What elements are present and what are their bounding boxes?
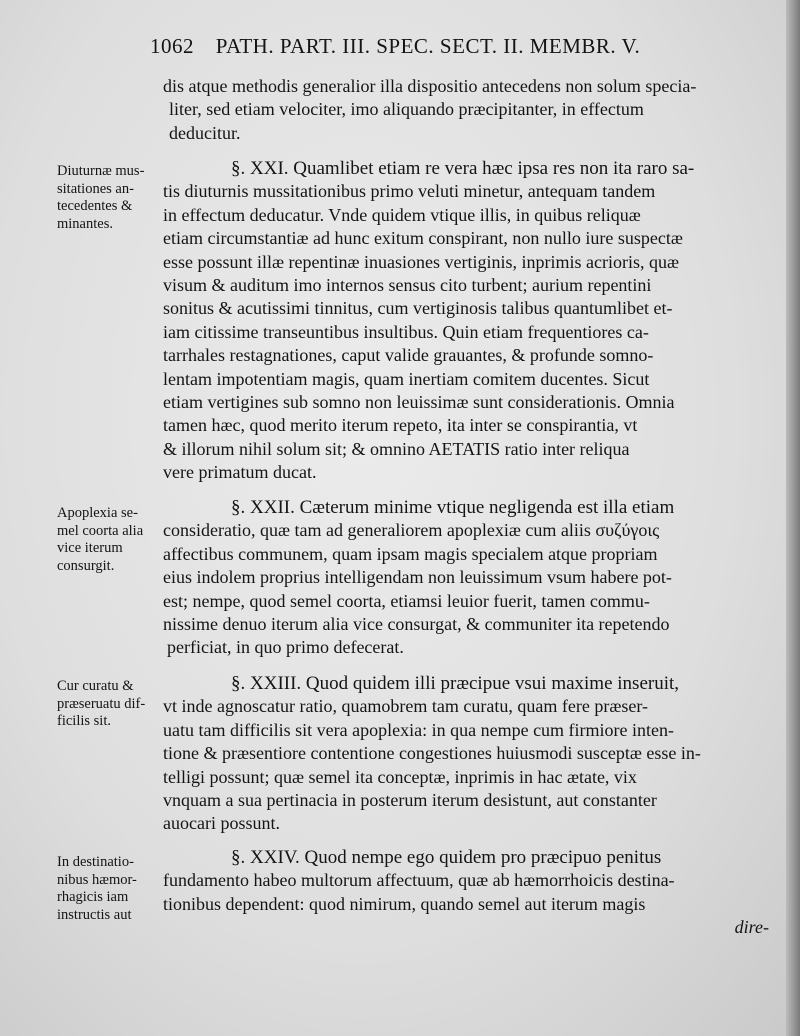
text-line: perficiat, in quo primo defecerat. (167, 637, 404, 658)
text-line: telligi possunt; quæ semel ita conceptæ, inprimis in hac ætate, vix (163, 766, 637, 787)
text-line: lentam impotentiam magis, quam inertiam comitem ducentes. Sicut (163, 368, 650, 389)
marginal-note: Diuturnæ mus- sitationes an- tecedentes & minantes. (57, 163, 145, 232)
text-line: eius indolem proprius intelligendam non leuissimum vsum habere pot- (163, 567, 672, 588)
text-line: vt inde agnoscatur ratio, quamobrem tam curatu, quam fere præser- (163, 696, 648, 717)
running-title: PATH. PART. III. SPEC. SECT. II. MEMBR. V. (215, 34, 641, 58)
text-line: tionibus dependent: quod nimirum, quando semel aut iterum magis (163, 893, 646, 914)
page-number: 1062 (150, 34, 194, 58)
text-line: affectibus communem, quam ipsam magis specialem atque propriam (163, 543, 658, 564)
text-line: iam citissime transeuntibus insultibus. Quin etiam frequentiores ca- (163, 321, 649, 342)
section-heading-line: §. XXIII. Quod quidem illi præcipue vsui maxime inseruit, (231, 673, 680, 694)
text-line: tarrhales restagnationes, caput valide grauantes, & profunde somno- (163, 345, 654, 366)
text-line: est; nempe, quod semel coorta, etiamsi leuior fuerit, tamen commu- (163, 590, 650, 611)
text-line: tamen hæc, quod merito iterum repeto, ita inter se conspirantia, vt (163, 415, 638, 436)
text-line: vere primatum ducat. (163, 462, 317, 483)
section-paragraph (163, 846, 793, 940)
section-paragraph (163, 157, 793, 485)
text-line: fundamento habeo multorum affectuum, quæ ab hæmorrhoicis destina- (163, 870, 675, 891)
text-line: deducitur. (169, 122, 241, 143)
section-heading-line: §. XXI. Quamlibet etiam re vera hæc ipsa res non ita raro sa- (231, 158, 695, 179)
text-line: & illorum nihil solum sit; & omnino AETATIS ratio inter reliqua (163, 438, 630, 459)
show-through-mark (420, 930, 450, 947)
catchword: dire- (734, 917, 769, 938)
text-line: in effectum deducatur. Vnde quidem vtique illis, in quibus reliquæ (163, 204, 641, 225)
marginal-note: Cur curatu & præseruatu dif- ficilis sit. (57, 678, 146, 729)
text-line: visum & auditum imo internos sensus cito turbent; aurium repentini (163, 275, 652, 296)
text-line: auocari possunt. (163, 813, 280, 834)
text-line: consideratio, quæ tam ad generaliorem apoplexiæ cum aliis συζύγοις (163, 520, 660, 541)
text-line: uatu tam difficilis sit vera apoplexia: in qua nempe cum firmiore inten- (163, 719, 675, 740)
text-line: etiam circumstantiæ ad hunc exitum conspirant, non nullo iure suspectæ (163, 228, 683, 249)
text-line: sonitus & acutissimi tinnitus, cum vertiginosis talibus quantumlibet et- (163, 298, 673, 319)
section-paragraph (163, 672, 793, 836)
section-paragraph (163, 496, 793, 660)
marginal-note: In destinatio- nibus hæmor- rhagicis iam instructis aut (57, 854, 137, 923)
text-line: dis atque methodis generalior illa dispositio antecedens non solum specia- (163, 76, 697, 96)
paragraph-continuation (163, 75, 793, 145)
text-line: etiam vertigines sub somno non leuissimæ sunt considerationis. Omnia (163, 392, 675, 413)
text-line: tione & præsentiore contentione congestiones huiusmodi susceptæ esse in- (163, 743, 701, 764)
text-line: vnquam a sua pertinacia in posterum iterum desistunt, aut constanter (163, 790, 657, 811)
text-line: tis diuturnis mussitationibus primo veluti minetur, antequam tandem (163, 181, 656, 202)
text-line: nissime denuo iterum alia vice consurgat, & communiter ita repetendo (163, 614, 670, 635)
marginal-note: Apoplexia se- mel coorta alia vice iterum consurgit. (57, 505, 144, 574)
text-line: esse possunt illæ repentinæ inuasiones vertiginis, inprimis acrioris, quæ (163, 251, 679, 272)
section-heading-line: §. XXII. Cæterum minime vtique negligenda est illa etiam (231, 497, 675, 518)
text-line: liter, sed etiam velociter, imo aliquando præcipitanter, in effectum (169, 99, 644, 120)
section-heading-line: §. XXIV. Quod nempe ego quidem pro præcipuo penitus (231, 847, 662, 868)
running-head (150, 34, 670, 59)
